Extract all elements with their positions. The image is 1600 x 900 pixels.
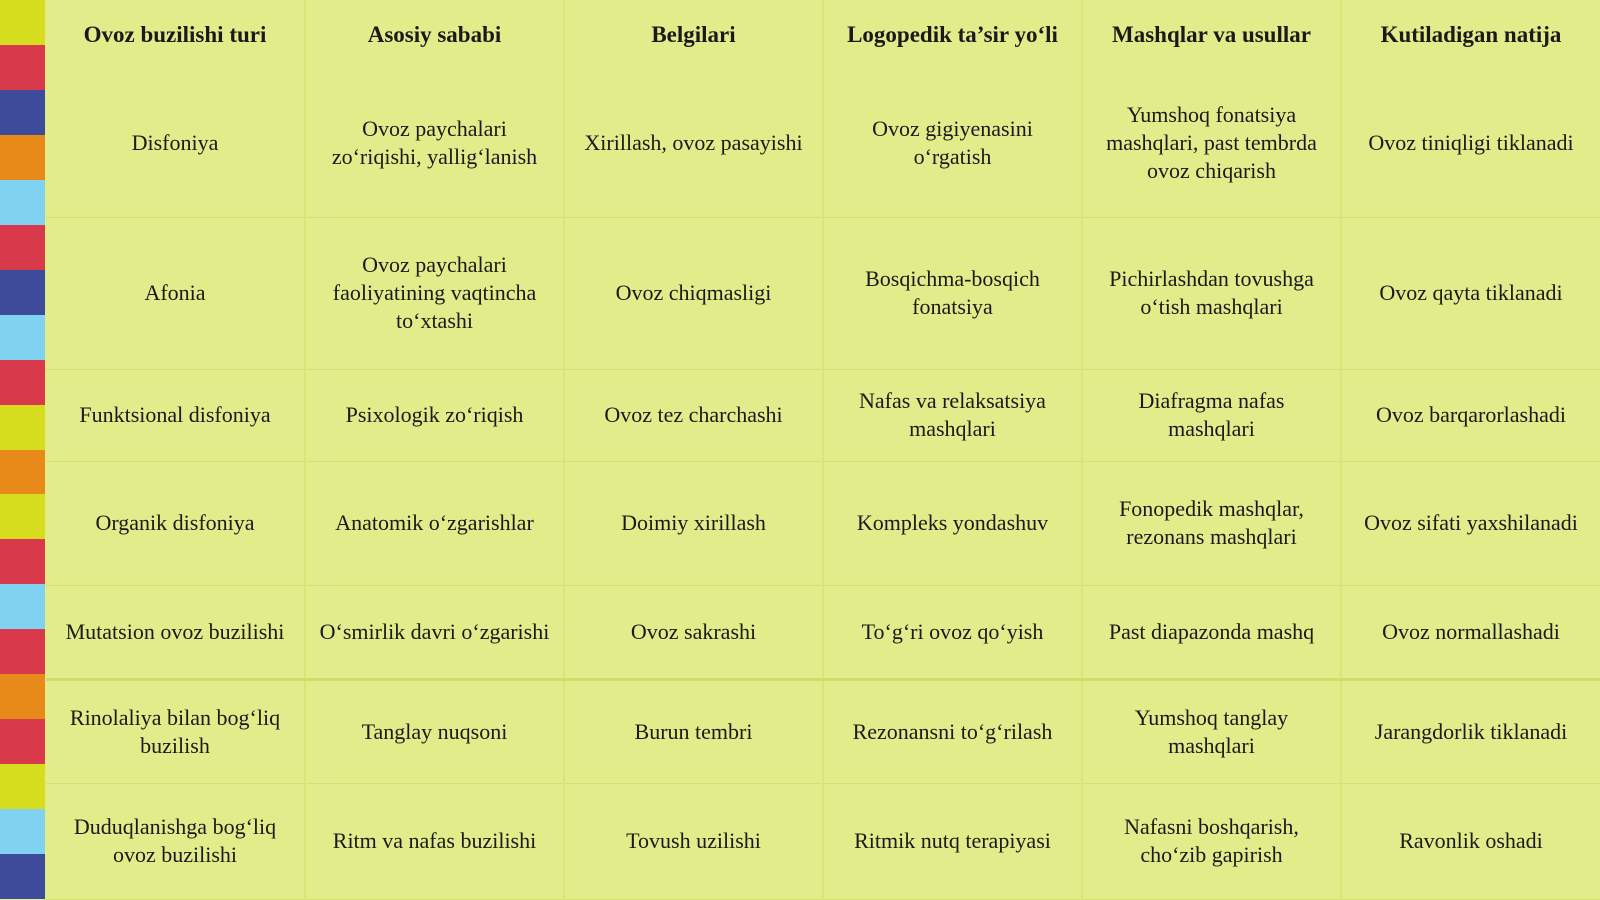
table-cell: Disfoniya xyxy=(46,70,305,217)
stripe xyxy=(0,494,45,539)
stripe xyxy=(0,180,45,225)
table-cell: Ovoz paychalari zo‘riqishi, yallig‘lanish xyxy=(305,70,564,217)
table-row xyxy=(46,585,1600,679)
table-cell: Ritmik nutq terapiyasi xyxy=(823,783,1082,899)
header-disorder-type: Ovoz buzilishi turi xyxy=(46,0,305,70)
table-cell: Anatomik o‘zgarishlar xyxy=(305,461,564,585)
table-cell: Nafasni boshqarish, cho‘zib gapirish xyxy=(1082,783,1341,899)
table-cell: Ovoz barqarorlashadi xyxy=(1341,369,1600,461)
table-cell: Ovoz sifati yaxshilanadi xyxy=(1341,461,1600,585)
header-symptoms: Belgilari xyxy=(564,0,823,70)
decorative-color-stripes xyxy=(0,0,45,899)
table-cell: Afonia xyxy=(46,217,305,369)
stripe xyxy=(0,539,45,584)
table-cell: Fonopedik mashqlar, rezonans mashqlari xyxy=(1082,461,1341,585)
table-cell: Ovoz qayta tiklanadi xyxy=(1341,217,1600,369)
table-row xyxy=(46,783,1600,899)
table-cell: Ravonlik oshadi xyxy=(1341,783,1600,899)
stripe xyxy=(0,764,45,809)
stripe xyxy=(0,719,45,764)
stripe xyxy=(0,270,45,315)
stripe xyxy=(0,450,45,495)
table-cell: Psixologik zo‘riqish xyxy=(305,369,564,461)
table-header-row xyxy=(46,0,1600,70)
table-row xyxy=(46,70,1600,217)
table-cell: Ovoz chiqmasligi xyxy=(564,217,823,369)
table-cell: Tovush uzilishi xyxy=(564,783,823,899)
table-cell: Ritm va nafas buzilishi xyxy=(305,783,564,899)
table-cell: Yumshoq tanglay mashqlari xyxy=(1082,679,1341,783)
table-cell: Ovoz gigiyenasini o‘rgatish xyxy=(823,70,1082,217)
header-speech-therapy-approach: Logopedik ta’sir yo‘li xyxy=(823,0,1082,70)
stripe xyxy=(0,854,45,899)
table-cell: Pichirlashdan tovushga o‘tish mashqlari xyxy=(1082,217,1341,369)
table-cell: Xirillash, ovoz pasayishi xyxy=(564,70,823,217)
table-row xyxy=(46,217,1600,369)
table-cell: Duduqlanishga bog‘liq ovoz buzilishi xyxy=(46,783,305,899)
table-row xyxy=(46,679,1600,783)
stripe xyxy=(0,405,45,450)
table-cell: Rezonansni to‘g‘rilash xyxy=(823,679,1082,783)
table-cell: Ovoz tez charchashi xyxy=(564,369,823,461)
table-cell: Ovoz sakrashi xyxy=(564,585,823,679)
stripe xyxy=(0,629,45,674)
header-expected-result: Kutiladigan natija xyxy=(1380,22,1562,47)
table-row xyxy=(46,369,1600,461)
table-cell: Mutatsion ovoz buzilishi xyxy=(46,585,305,679)
header-main-cause: Asosiy sababi xyxy=(305,0,564,70)
table-row xyxy=(46,461,1600,585)
table-cell: Past diapazonda mashq xyxy=(1082,585,1341,679)
stripe xyxy=(0,315,45,360)
table-cell: O‘smirlik davri o‘zgarishi xyxy=(305,585,564,679)
stripe xyxy=(0,584,45,629)
stripe xyxy=(0,45,45,90)
table-cell: Ovoz tiniqligi tiklanadi xyxy=(1341,70,1600,217)
table-cell: Yumshoq fonatsiya mashqlari, past tembrda ovoz chiqarish xyxy=(1082,70,1341,217)
table-cell: Organik disfoniya xyxy=(46,461,305,585)
table-cell: Rinolaliya bilan bog‘liq buzilish xyxy=(46,679,305,783)
stripe xyxy=(0,90,45,135)
table-cell: Doimiy xirillash xyxy=(564,461,823,585)
table-cell: Nafas va relaksatsiya mashqlari xyxy=(823,369,1082,461)
table-cell: Ovoz paychalari faoliyatining vaqtincha to‘xtashi xyxy=(305,217,564,369)
voice-disorders-table xyxy=(46,0,1600,900)
stripe xyxy=(0,135,45,180)
table-cell: Jarangdorlik tiklanadi xyxy=(1341,679,1600,783)
stripe xyxy=(0,225,45,270)
table-cell: Tanglay nuqsoni xyxy=(305,679,564,783)
table-cell: Bosqichma-bosqich fonatsiya xyxy=(823,217,1082,369)
header-exercises-methods: Mashqlar va usullar xyxy=(1082,0,1341,70)
stripe xyxy=(0,674,45,719)
table-cell: Kompleks yondashuv xyxy=(823,461,1082,585)
stripe xyxy=(0,809,45,854)
table-cell: Ovoz normallashadi xyxy=(1341,585,1600,679)
table-cell: Burun tembri xyxy=(564,679,823,783)
table-cell: To‘g‘ri ovoz qo‘yish xyxy=(823,585,1082,679)
stripe xyxy=(0,360,45,405)
stripe xyxy=(0,0,45,45)
table-cell: Funktsional disfoniya xyxy=(46,369,305,461)
table-cell: Diafragma nafas mashqlari xyxy=(1082,369,1341,461)
